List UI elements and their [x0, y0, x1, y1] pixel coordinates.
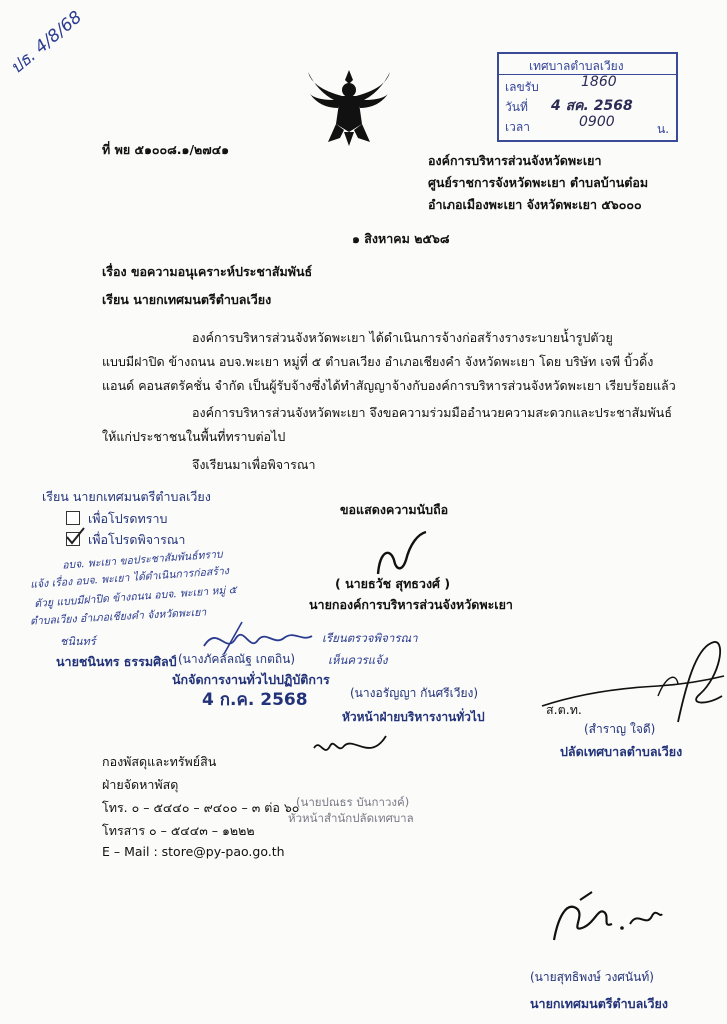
body-p1-line3: แอนด์ คอนสตรัคชั่น จำกัด เป็นผู้รับจ้างซึ่งได้ทำสัญญาจ้างกับองค์การบริหารส่วนจังหวัดพะเยา เรียบร้อยแล้ว [102, 378, 676, 393]
clerk-date-stamp: 4 ก.ค. 2568 [202, 690, 308, 710]
closing: ขอแสดงความนับถือ [340, 502, 449, 517]
contact-department: กองพัสดุและทรัพย์สิน [102, 754, 217, 769]
sender-org-line1: องค์การบริหารส่วนจังหวัดพะเยา [428, 153, 602, 168]
contact-section: ฝ่ายจัดหาพัสดุ [102, 777, 179, 792]
right-officer-position: ปลัดเทศบาลตำบลเวียง [560, 744, 683, 759]
handwritten-mid-line2: เห็นควรแจ้ง [328, 653, 388, 667]
handwritten-routing-line1: อบจ. พะเยา ขอประชาสัมพันธ์ทราบ [61, 548, 224, 572]
contact-email: E – Mail : store@py-pao.go.th [102, 844, 285, 859]
sender-org-line3: อำเภอเมืองพะเยา จังหวัดพะเยา ๕๖๐๐๐ [428, 197, 642, 212]
routing-officer: นายชนินทร ธรรมศิลป์ [56, 654, 177, 669]
clerk-name: (นางภัคลัลณัฐ เกตถิน) [178, 652, 296, 666]
routing-opt2: เพื่อโปรดพิจารณา [88, 532, 186, 547]
handwritten-routing-sign: ชนินทร์ [60, 635, 96, 648]
handwritten-routing-line4: ตำบลเวียง อำเภอเชียงคำ จังหวัดพะเยา [29, 606, 207, 628]
body-p1-line2: แบบมีฝาปิด ข้างถนน อบจ.พะเยา หมู่ที่ ๕ ตำบลเวียง อำเภอเชียงคำ จังหวัดพะเยา โดย บริษัท เจพี บิ้วดิ้ง [102, 354, 654, 369]
clerk-position: นักจัดการงานทั่วไปปฏิบัติการ [172, 672, 330, 687]
stamp-date-label: วันที่ [505, 100, 528, 114]
stamp-title: เทศบาลตำบลเวียง [529, 59, 624, 73]
right-officer-name: (สำราญ ใจดี) [584, 722, 656, 736]
body-p1-line1: องค์การบริหารส่วนจังหวัดพะเยา ได้ดำเนินการจ้างก่อสร้างรางระบายน้ำรูปตัวยู [192, 330, 613, 345]
routing-opt1: เพื่อโปรดทราบ [88, 511, 168, 526]
body-p2-line2: ให้แก่ประชาชนในพื้นที่ทราบต่อไป [102, 429, 286, 444]
body-p3: จึงเรียนมาเพื่อพิจารณา [192, 457, 316, 472]
sender-name: ( นายธวัช สุทธวงศ์ ) [335, 576, 451, 591]
check-mark-icon [64, 526, 86, 546]
handwritten-note-topleft: ปธ. 4/8/68 [6, 7, 86, 79]
deputy-signature [310, 732, 390, 766]
handwritten-routing-line2: แจ้ง เรื่อง อบจ. พะเยา ได้ดำเนินการก่อสร้าง [29, 565, 230, 591]
mayor-position: นายกเทศมนตรีตำบลเวียง [530, 996, 668, 1011]
stamp-recv-no: 1860 [581, 74, 617, 90]
contact-tel: โทร. ๐ – ๕๔๔๐ – ๙๔๐๐ – ๓ ต่อ ๖๐ [102, 800, 300, 815]
document-date: ๑ สิงหาคม ๒๕๖๘ [352, 231, 450, 246]
mayor-name: (นายสุทธิพงษ์ วงศนันท์) [530, 970, 654, 984]
sender-signature [372, 530, 432, 580]
contact-fax: โทรสาร ๐ – ๕๔๔๓ – ๑๒๒๒ [102, 823, 255, 838]
mid-officer-position: หัวหน้าฝ่ายบริหารงานทั่วไป [342, 710, 485, 724]
sender-org-line2: ศูนย์ราชการจังหวัดพะเยา ตำบลบ้านต๋อม [428, 175, 649, 190]
deputy-name: (นายปณธร บันกาวงค์) [296, 795, 410, 809]
right-officer-prefix: ส.ต.ท. [546, 702, 582, 717]
mayor-signature [546, 888, 666, 948]
mid-officer-name: (นางอรัญญา กันศรีเวียง) [350, 686, 479, 700]
stamp-time-value: 0900 [579, 114, 615, 130]
stamp-time-label: เวลา [505, 120, 530, 134]
handwritten-mid-line1: เรียนตรวจพิจารณา [322, 631, 418, 645]
handwritten-routing-line3: ตัวยู แบบมีฝาปิด ข้างถนน อบจ. พะเยา หมู่ ๕ [33, 583, 238, 611]
receipt-stamp [497, 52, 678, 142]
routing-to: เรียน นายกเทศมนตรีตำบลเวียง [42, 489, 211, 504]
sender-position: นายกองค์การบริหารส่วนจังหวัดพะเยา [309, 597, 513, 612]
garuda-emblem-icon [304, 66, 394, 150]
deputy-position: หัวหน้าสำนักปลัดเทศบาล [288, 811, 414, 825]
document-number: ที่ พย ๕๑๐๐๘.๑/๒๗๔๑ [102, 142, 230, 157]
stamp-time-suffix: น. [657, 122, 670, 136]
stamp-date-value: 4 สค. 2568 [551, 98, 633, 114]
checkbox-acknowledge [66, 511, 80, 525]
subject-line: เรื่อง ขอความอนุเคราะห์ประชาสัมพันธ์ [102, 264, 313, 279]
body-p2-line1: องค์การบริหารส่วนจังหวัดพะเยา จึงขอความร่วมมืออำนวยความสะดวกและประชาสัมพันธ์ [192, 405, 672, 420]
stamp-recv-label: เลขรับ [505, 80, 539, 94]
recipient-line: เรียน นายกเทศมนตรีตำบลเวียง [102, 292, 272, 307]
